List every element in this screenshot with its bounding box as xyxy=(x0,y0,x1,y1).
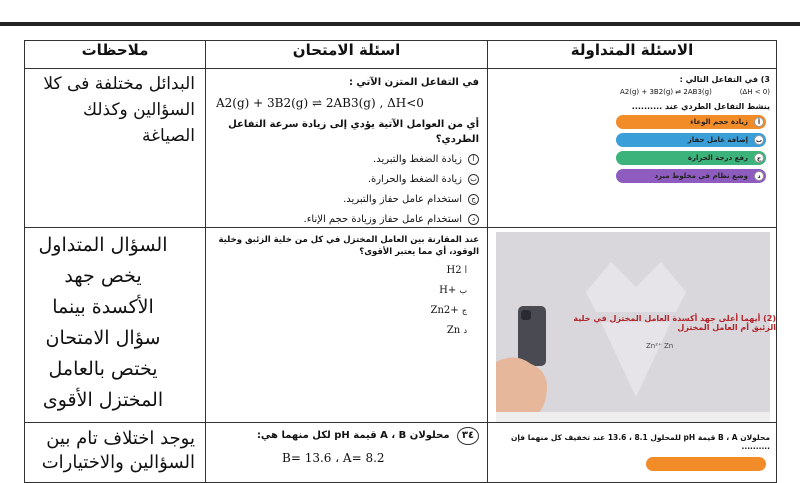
row1-exam-intro: في التفاعل المتزن الآتي : xyxy=(348,77,479,88)
row2-exam-option-d-text: Zn xyxy=(446,325,461,336)
row1-circ-option-b xyxy=(616,133,766,147)
row2-exam-option-b-mark: ب xyxy=(459,286,467,295)
row1-exam-option-d-text: استخدام عامل حفاز وزيادة حجم الإناء. xyxy=(303,214,462,225)
row1-circ-option-b-text: إضافة عامل حفاز xyxy=(687,136,748,144)
table-row xyxy=(25,228,777,423)
row1-circ-question: ينشط التفاعل الطردي عند .......... xyxy=(631,102,770,111)
row2-circulating-cell xyxy=(488,228,777,423)
row3-circulating-cell xyxy=(488,423,777,483)
row1-circ-option-a-mark: أ xyxy=(754,117,764,127)
row1-exam-option-c-mark: ج xyxy=(468,194,479,205)
row3-exam-number: ٣٤ xyxy=(457,427,479,445)
row1-exam-option-a-mark: أ xyxy=(468,154,479,165)
row1-circ-intro: 3) في التفاعل التالي : xyxy=(679,75,770,84)
row3-notes: يوجد اختلاف تام بين السؤالين والاختيارات xyxy=(41,428,195,473)
row2-circ-photo-sub: Zn²⁺ Zn xyxy=(646,342,674,350)
row1-circ-option-d-text: وضع نظام في مخلوط مبرد xyxy=(654,172,748,180)
row1-circ-delta: (ΔH < 0) xyxy=(739,88,770,96)
row1-exam-cell xyxy=(206,69,488,228)
row1-circ-equation: A2(g) + 3B2(g) ⇌ 2AB3(g) xyxy=(620,88,712,96)
row2-exam-option-c xyxy=(212,303,467,318)
row1-exam-option-c xyxy=(212,192,479,207)
row1-circ-option-d-mark: د xyxy=(754,171,764,181)
row1-exam-option-b xyxy=(212,172,479,187)
row3-exam-question-line xyxy=(212,427,479,445)
row1-exam-option-d-mark: د xyxy=(468,214,479,225)
row2-exam-option-d xyxy=(212,323,467,338)
row1-circ-option-a-text: زيادة حجم الوعاء xyxy=(690,118,748,126)
row2-exam-option-c-text: Zn2+ xyxy=(430,305,459,316)
header-circulating: الاسئلة المتداولة xyxy=(488,41,777,69)
row2-exam-option-d-mark: د xyxy=(463,326,467,335)
row3-exam-values: B= 13.6 ، A= 8.2 xyxy=(282,451,385,465)
hand-holding-phone-icon xyxy=(496,302,566,422)
row1-circ-option-a xyxy=(616,115,766,129)
row2-exam-option-c-mark: ج xyxy=(461,306,467,315)
row1-circ-option-c-text: رفع درجة الحرارة xyxy=(687,154,748,162)
row1-circ-option-c-mark: ج xyxy=(754,153,764,163)
header-exam: اسئلة الامتحان xyxy=(206,41,488,69)
row3-exam-cell xyxy=(206,423,488,483)
row1-exam-option-a-text: زيادة الضغط والتبريد. xyxy=(373,154,462,165)
row2-exam-option-a-text: H2 xyxy=(446,265,462,276)
row1-circulating-cell xyxy=(488,69,777,228)
table-header-row xyxy=(25,41,777,69)
comparison-table xyxy=(24,40,777,483)
table-row xyxy=(25,423,777,483)
row1-notes-cell xyxy=(25,69,206,228)
row2-circ-photo-text: (2) أيهما أعلى جهد أكسدة العامل المختزل في خلية الزئبق أم العامل المختزل xyxy=(573,314,776,332)
table-row xyxy=(25,69,777,228)
photo-bottom-strip xyxy=(496,412,770,422)
row1-circ-equation-line xyxy=(620,88,770,96)
row1-circ-option-d xyxy=(616,169,766,183)
row2-exam-option-b-text: H+ xyxy=(439,285,457,296)
top-border xyxy=(0,0,800,26)
row3-circ-option-a xyxy=(646,457,766,471)
row3-circ-question: محلولان B ، A قيمة pH للمحلول 8.1 ، 13.6 عند تخفيف كل منهما فإن .......... xyxy=(510,433,770,451)
row2-exam-option-a-mark: أ xyxy=(464,266,467,275)
row2-exam-cell xyxy=(206,228,488,423)
row1-exam-option-c-text: استخدام عامل حفاز والتبريد. xyxy=(343,194,462,205)
row1-circ-option-c xyxy=(616,151,766,165)
row3-exam-question: محلولان A ، B قيمة pH لكل منهما هي: xyxy=(256,430,450,441)
row3-notes-cell xyxy=(25,423,206,483)
row2-circ-photo xyxy=(496,232,776,422)
row1-exam-equation: A2(g) + 3B2(g) ⇌ 2AB3(g) , ΔH<0 xyxy=(216,96,424,110)
row1-exam-question: أي من العوامل الآتية يؤدي إلى زيادة سرعة التفاعل الطردي؟ xyxy=(228,119,479,145)
header-notes: ملاحظات xyxy=(25,41,206,69)
row1-exam-option-a xyxy=(212,152,479,167)
row1-exam-option-d xyxy=(212,212,479,227)
row1-exam-option-b-mark: ب xyxy=(468,174,479,185)
row2-exam-question: عند المقارنة بين العامل المختزل في كل من خلية الزئبق وخلية الوقود، أي مما يعتبر الأقوى؟ xyxy=(218,235,479,257)
row2-exam-option-a xyxy=(212,263,467,278)
row2-exam-option-b xyxy=(212,283,467,298)
row2-notes-cell xyxy=(25,228,206,423)
row2-notes: السؤال المتداول يخص جهد الأكسدة بينما سؤال الامتحان يختص بالعامل المختزل الأقوى xyxy=(38,234,168,411)
row1-exam-option-b-text: زيادة الضغط والحرارة. xyxy=(367,174,462,185)
row1-circ-option-b-mark: ب xyxy=(755,137,763,144)
row1-notes: البدائل مختلفة فى كلا السؤالين وكذلك الصياغة xyxy=(43,74,195,146)
